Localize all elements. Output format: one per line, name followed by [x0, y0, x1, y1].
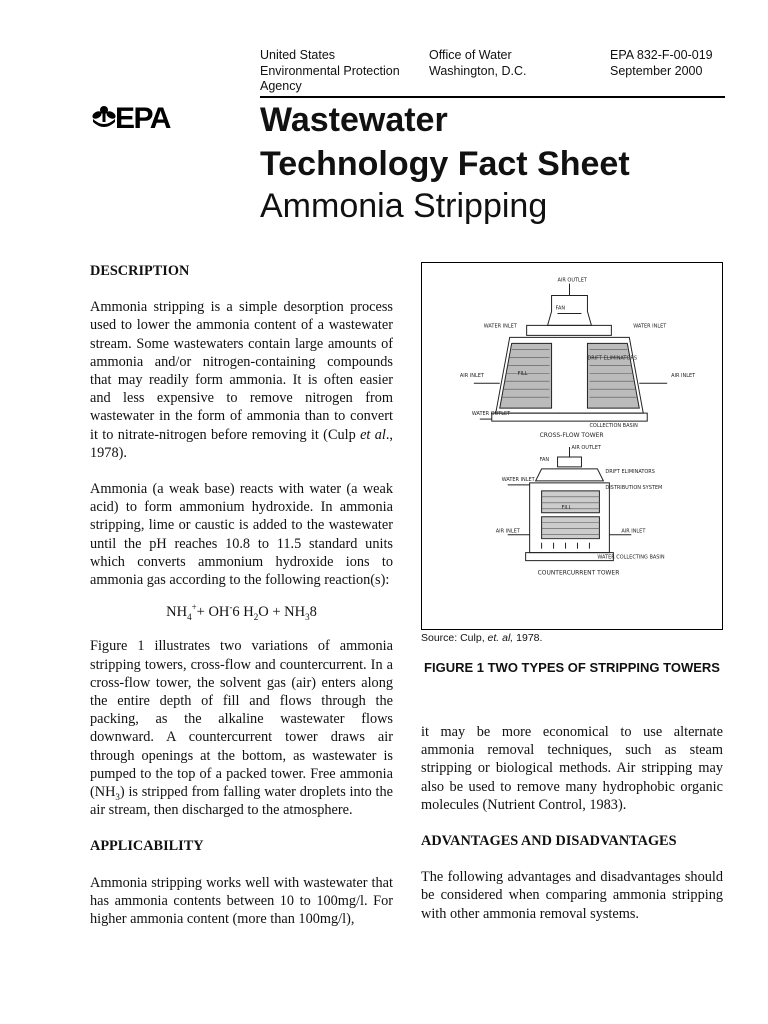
reaction-equation: $NH_4^++ OH^-6$ $H_2O + NH_38$ — [166, 602, 317, 623]
agency-line: United States — [260, 48, 336, 62]
agency-line: Environmental Protection — [260, 63, 400, 78]
label-air-inlet-left: AIR INLET — [459, 373, 484, 380]
label-cross-flow-tower: CROSS-FLOW TOWER — [539, 432, 604, 440]
title-line-1: Wastewater — [260, 101, 448, 139]
epa-logo — [90, 100, 186, 134]
figure-caption: FIGURE 1 TWO TYPES OF STRIPPING TOWERS — [424, 660, 720, 675]
label-air-outlet: AIR OUTLET — [557, 277, 587, 284]
label-water-inlet-left: WATER INLET — [483, 323, 517, 330]
doc-number-block — [610, 48, 713, 79]
office-block — [429, 48, 527, 79]
label-water-inlet-right: WATER INLET — [633, 323, 667, 330]
applicability-paragraph: Ammonia stripping works well with wastewater that has ammonia contents between 10 to 100mg/l. For higher ammonia content (more than 100mg/l), — [90, 874, 393, 928]
doc-number: EPA 832-F-00-019 — [610, 48, 713, 62]
label-fan-cc: FAN — [539, 456, 550, 463]
epa-flower-icon — [91, 106, 117, 127]
label-water-inlet-cc: WATER INLET — [501, 476, 535, 483]
agency-block — [260, 48, 400, 95]
label-collection-basin: COLLECTION BASIN — [589, 423, 638, 430]
label-water-outlet: WATER OUTLET — [471, 411, 511, 418]
label-drift-eliminators-cc: DRIFT ELIMINATORS — [605, 468, 655, 475]
description-paragraph-1: Ammonia stripping is a simple desorption process used to lower the ammonia content of a wastewater stream. Some wastewaters contain large amounts of ammonia and/or nitrogen-containing compounds that may readily form ammonia. It is often easier and less expensive to remove nitrogen from wastewater in the form of ammonia than to convert it to nitrate-nitrogen before removing it (Culp et al., 1978). — [90, 299, 393, 461]
label-water-collecting-basin: WATER COLLECTING BASIN — [597, 554, 665, 561]
label-air-inlet-cc-left: AIR INLET — [495, 528, 520, 535]
applicability-heading: APPLICABILITY — [90, 838, 204, 855]
advantages-paragraph: The following advantages and disadvantages should be considered when comparing ammonia stripping with other ammonia removal systems. — [421, 869, 723, 922]
continued-paragraph: it may be more economical to use alternate ammonia removal techniques, such as steam stripping or biological methods. Air stripping may also be used to remove many hydrophobic organic molecules (Nutrient Control, 1983). — [421, 724, 723, 813]
title-line-3: Ammonia Stripping — [260, 187, 548, 225]
figure-source: Source: Culp, et. al, 1978. — [421, 632, 543, 644]
right-column — [421, 723, 723, 923]
stripping-towers-diagram — [422, 263, 721, 628]
label-fill-cc: FILL — [561, 504, 572, 511]
office-line: Office of Water — [429, 48, 512, 62]
label-distribution-system: DISTRIBUTION SYSTEM — [605, 484, 663, 491]
agency-line: Agency — [260, 79, 302, 93]
label-air-inlet-right: AIR INLET — [671, 373, 696, 380]
figure-1-box — [421, 262, 723, 630]
label-air-inlet-cc-right: AIR INLET — [621, 528, 646, 535]
doc-date: September 2000 — [610, 63, 703, 78]
label-air-outlet-cc: AIR OUTLET — [571, 444, 601, 451]
description-paragraph-2: Ammonia (a weak base) reacts with water (a weak acid) to form ammonium hydroxide. In ammonia stripping, lime or caustic is added to the wastewater until the pH reaches 10.8 to 11.5 standard units which converts ammonium hydroxide ions to ammonia gas according to the following reaction(s): — [90, 481, 393, 589]
label-fill: FILL — [517, 371, 528, 378]
label-fan: FAN — [555, 305, 566, 312]
advantages-heading: ADVANTAGES AND DISADVANTAGES — [421, 833, 677, 850]
description-heading: DESCRIPTION — [90, 263, 190, 279]
header-rule — [260, 96, 725, 98]
office-line: Washington, D.C. — [429, 63, 527, 78]
logo-text: EPA — [115, 102, 170, 134]
description-paragraph-3: Figure 1 illustrates two variations of ammonia stripping towers, cross-flow and countercurrent. In a cross-flow tower, the solvent gas (air) enters along the entire depth of fill and flows through the packing, as the alkaline wastewater flows downward. A countercurrent tower draws air through openings at the bottom, as wastewater is pumped to the top of a packed tower. Free ammonia $(NH_3)$ is stripped from falling water droplets into the air stream, then discharged to the atmosphere. — [90, 638, 393, 819]
label-drift-eliminators: DRIFT ELIMINATORS — [587, 355, 637, 362]
left-column — [90, 262, 393, 928]
label-countercurrent-tower: COUNTERCURRENT TOWER — [537, 569, 620, 577]
title-line-2: Technology Fact Sheet — [260, 145, 630, 183]
